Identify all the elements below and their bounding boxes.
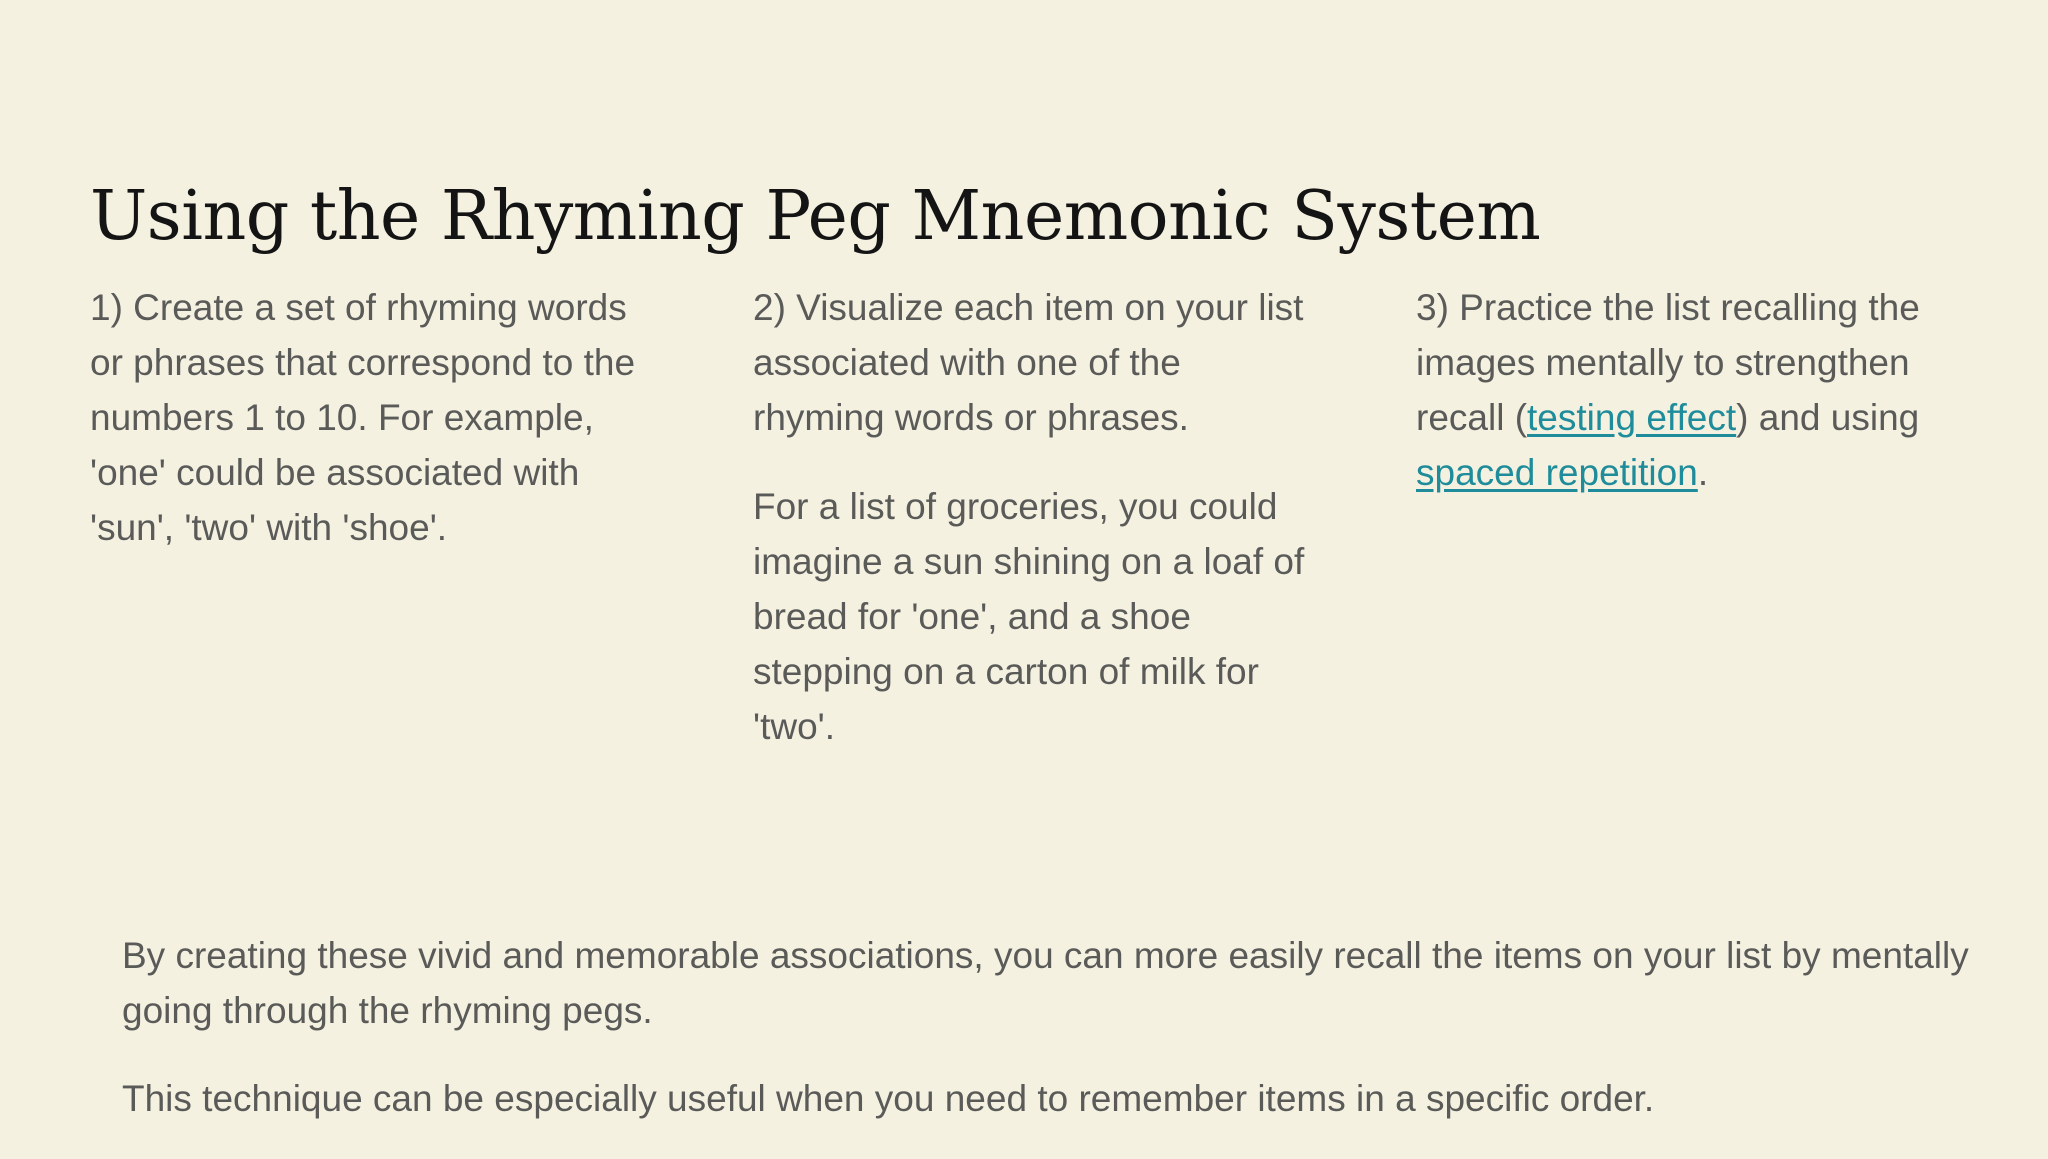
step-2-column	[753, 280, 1318, 788]
step-1-column	[90, 280, 660, 589]
step-3-text-start: 3) Practice the list recalling the images mentally to strengthen recall (	[1416, 287, 1920, 438]
step-2-example: For a list of groceries, you could imagine a sun shining on a loaf of bread for 'one', and a shoe stepping on a carton of milk for 'two'.	[753, 486, 1305, 747]
summary-paragraph: By creating these vivid and memorable associations, you can more easily recall the items on your list by mentally going through the rhyming pegs.	[122, 935, 1969, 1031]
slide-title: Using the Rhyming Peg Mnemonic System	[90, 177, 1541, 256]
step-2-text: 2) Visualize each item on your list associated with one of the rhyming words or phrases.	[753, 287, 1304, 438]
step-3-text-middle: ) and using	[1736, 397, 1920, 438]
testing-effect-link[interactable]: testing effect	[1527, 397, 1737, 438]
step-3-text-end: .	[1697, 452, 1709, 493]
summary-section	[122, 928, 1982, 1159]
step-3-text	[1416, 280, 1996, 500]
summary-note: This technique can be especially useful when you need to remember items in a specific order.	[122, 1078, 1655, 1119]
step-3-column	[1416, 280, 1996, 534]
spaced-repetition-link[interactable]: spaced repetition	[1416, 452, 1698, 493]
step-1-text: 1) Create a set of rhyming words or phrases that correspond to the numbers 1 to 10. For example, 'one' could be associated with 'sun', 'two' with 'shoe'.	[90, 287, 636, 548]
